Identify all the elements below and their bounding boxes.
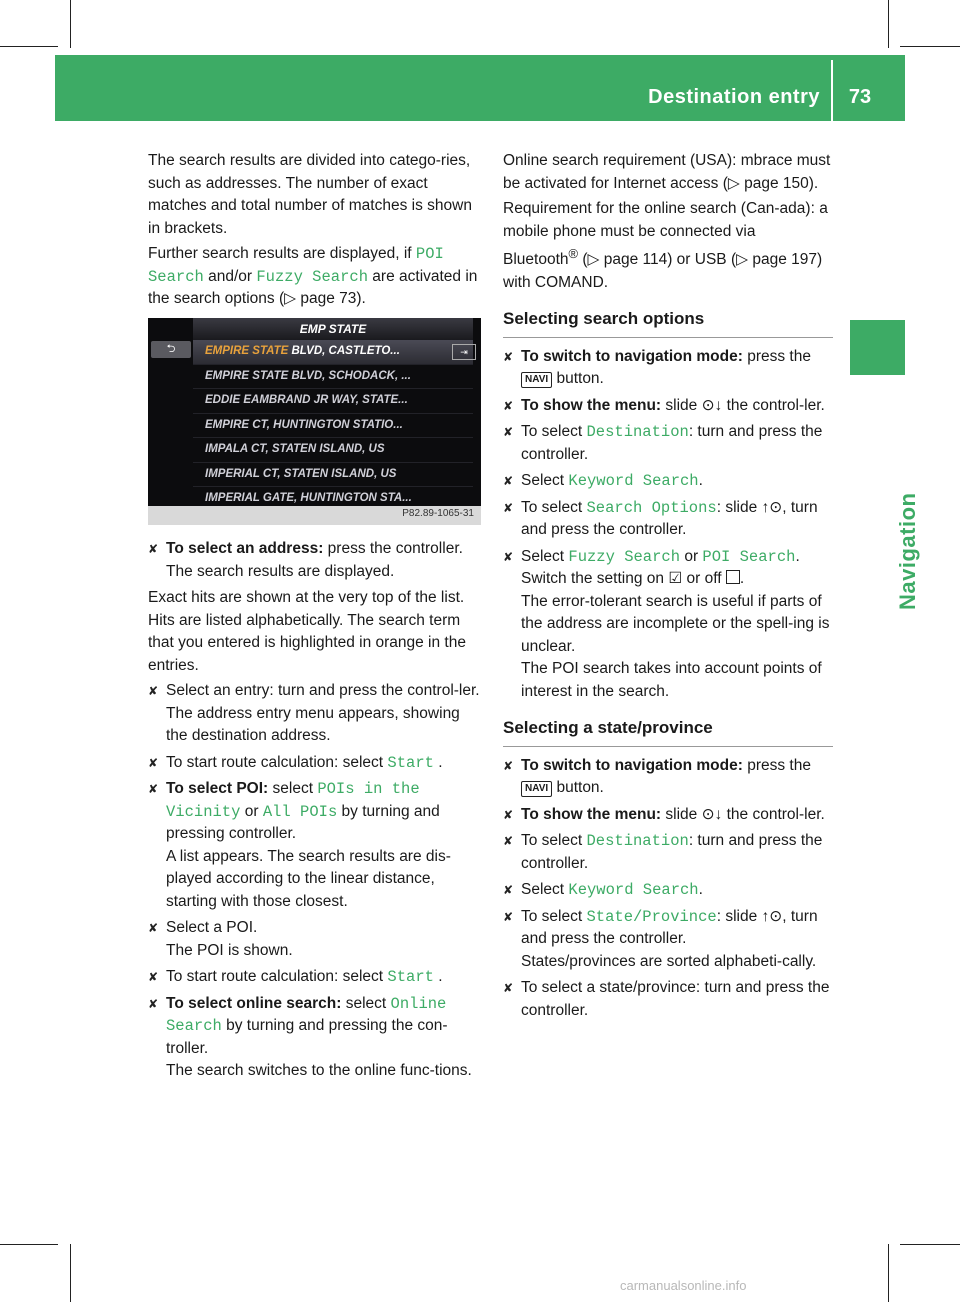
step: ✘ To select Search Options: slide ↑⊙, turn and press the controller.: [503, 498, 818, 539]
code-fuzzy-search: Fuzzy Search: [256, 267, 368, 286]
screen-figure: [148, 318, 481, 524]
paragraph: The search results are divided into catego-ries, such as addresses. The number of exact matches and total number of matches is shown in brackets.: [148, 152, 472, 237]
step: ✘ To select online search: select Online Search by turning and pressing the con-troller. The search switches to the online func-tions.: [148, 994, 472, 1079]
page-title: Destination entry: [648, 86, 820, 108]
checkbox-empty-icon: [726, 570, 740, 584]
step: ✘ Select an entry: turn and press the control-ler. The address entry menu appears, showing the destination address.: [148, 682, 480, 744]
step: ✘ Select a POI. The POI is shown.: [148, 919, 293, 959]
checkbox-checked-icon: ☑: [668, 570, 683, 588]
section-tab: [850, 320, 905, 375]
code-poi-search: POI Search: [148, 245, 444, 286]
section-label-text: Navigation: [895, 492, 920, 610]
back-icon: ⮌: [151, 341, 191, 358]
step: ✘ To select Destination: turn and press the controller.: [503, 832, 823, 872]
step: ✘ To switch to navigation mode: press the NAVI button.: [503, 347, 811, 388]
enter-arrow-icon: ⇥: [452, 344, 476, 360]
list-item: IMPERIAL GATE, HUNTINGTON STA...: [193, 487, 473, 512]
crop-mark: [70, 1244, 71, 1302]
crop-mark: [888, 0, 889, 48]
step: ✘ To switch to navigation mode: press the NAVI button.: [503, 756, 811, 797]
step: ✘ To select an address: press the controller. The search results are displayed.: [148, 540, 463, 580]
list-item-selected: EMPIRE STATE BLVD, CASTLETO...: [193, 340, 473, 365]
step: ✘ To select POI: select POIs in the Vicinity or All POIs by turning and pressing controller. A list appears. The search results are dis-played according to the linear distance, starting with those closest.: [148, 780, 451, 910]
header-divider: [831, 60, 833, 121]
step: ✘ To start route calculation: select Start .: [148, 753, 443, 772]
list-item: IMPALA CT, STATEN ISLAND, US: [193, 438, 473, 463]
left-column-lower: [148, 538, 482, 1087]
section-heading: Selecting a state/province: [503, 717, 833, 747]
left-column: [148, 150, 482, 314]
figure-reference: P82.89-1065-31: [402, 508, 474, 519]
result-list: [193, 340, 473, 512]
paragraph: Requirement for the online search (Can-ada): a mobile phone must be connected via Bluetooth® (▷ page 114) or USB (▷ page 197) with COMAND.: [503, 200, 828, 291]
section-label: [846, 380, 920, 630]
step: ✘ To select Destination: turn and press the controller.: [503, 423, 823, 463]
crop-mark: [0, 46, 58, 47]
step: ✘ To show the menu: slide ⊙↓ the control-ler.: [503, 805, 825, 823]
list-item: EMPIRE STATE BLVD, SCHODACK, ...: [193, 365, 473, 390]
step: ✘ To select a state/province: turn and press the controller.: [503, 979, 830, 1019]
paragraph: Exact hits are shown at the very top of the list. Hits are listed alphabetically. The search term that you entered is highlighted in orange in the entries.: [148, 589, 466, 674]
step: ✘ Select Keyword Search.: [503, 881, 703, 900]
crop-mark: [900, 1244, 960, 1245]
step: ✘ Select Fuzzy Search or POI Search. Switch the setting on ☑ or off . The error-tolerant search is useful if parts of the address are incomplete or the spell-ing is unclear. The POI search takes into account points of interest in the search.: [503, 547, 830, 700]
screen-title: EMP STATE: [193, 318, 473, 340]
section-heading: Selecting search options: [503, 308, 833, 338]
crop-mark: [0, 1244, 58, 1245]
crop-mark: [70, 0, 71, 48]
navi-key-icon: NAVI: [521, 372, 552, 388]
step: ✘ To start route calculation: select Start .: [148, 968, 443, 986]
navi-key-icon: NAVI: [521, 781, 552, 797]
list-item: EDDIE EAMBRAND JR WAY, STATE...: [193, 389, 473, 414]
list-item: EMPIRE CT, HUNTINGTON STATIO...: [193, 414, 473, 439]
paragraph: Online search requirement (USA): mbrace must be activated for Internet access (▷ page 150).: [503, 152, 831, 192]
step: ✘ To show the menu: slide ⊙↓ the control-ler.: [503, 396, 825, 414]
step: ✘ To select State/Province: slide ↑⊙, turn and press the controller. States/provinces are sorted alphabeti-cally.: [503, 907, 818, 970]
list-item: IMPERIAL CT, STATEN ISLAND, US: [193, 463, 473, 488]
watermark: carmanualsonline.info: [620, 1278, 747, 1293]
right-column: [503, 150, 833, 1026]
paragraph: Further search results are displayed, if POI Search and/or Fuzzy Search are activated in the search options (▷ page 73).: [148, 245, 478, 307]
step: ✘ Select Keyword Search.: [503, 472, 703, 491]
page-number: 73: [848, 86, 872, 108]
crop-mark: [900, 46, 960, 47]
crop-mark: [888, 1244, 889, 1302]
